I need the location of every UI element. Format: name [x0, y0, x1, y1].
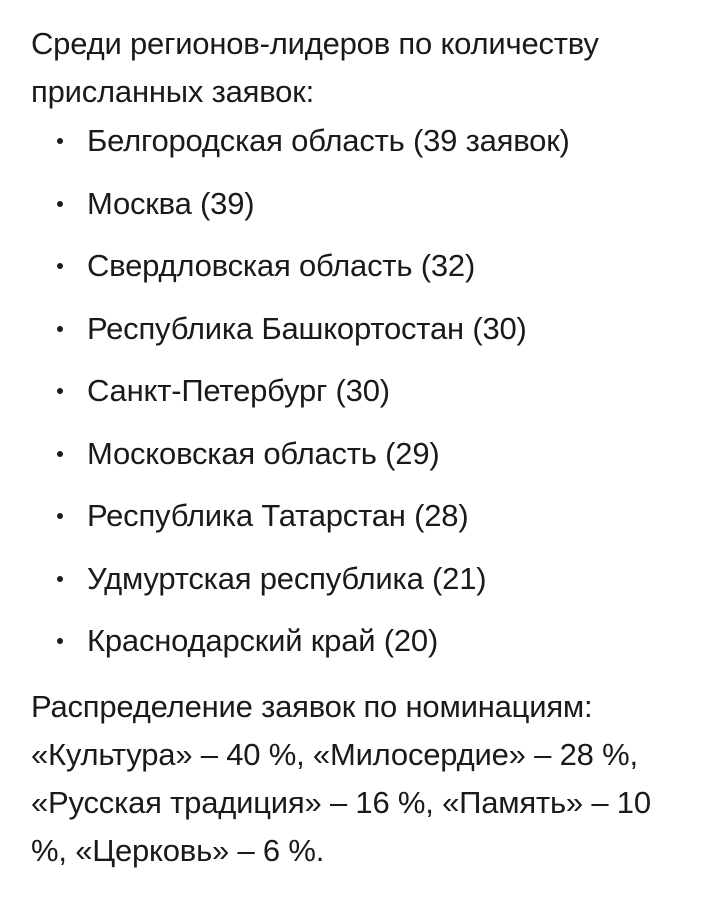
- list-item: [31, 183, 690, 224]
- bullet-icon: [57, 576, 63, 582]
- list-item: [31, 370, 690, 411]
- list-item: [31, 620, 690, 661]
- region-label: Белгородская область (39 заявок): [87, 123, 570, 158]
- intro-paragraph: [31, 20, 690, 116]
- intro-line-2: присланных заявок:: [31, 74, 314, 109]
- bullet-icon: [57, 138, 63, 144]
- list-item: [31, 120, 690, 161]
- bullet-icon: [57, 513, 63, 519]
- intro-line-1: Среди регионов-лидеров по количеству: [31, 26, 599, 61]
- list-item: [31, 245, 690, 286]
- region-label: Республика Башкортостан (30): [87, 310, 527, 346]
- region-label: Санкт-Петербург (30): [87, 373, 390, 408]
- regions-list: [31, 120, 690, 661]
- distribution-paragraph: [31, 683, 690, 875]
- region-label: Московская область (29): [87, 435, 440, 471]
- region-label: Краснодарский край (20): [87, 623, 439, 658]
- bullet-icon: [57, 388, 63, 394]
- bullet-icon: [57, 263, 63, 269]
- distribution-line-3: «Русская традиция» – 16 %, «Память» – 10: [31, 784, 651, 820]
- region-label: Свердловская область (32): [87, 248, 476, 283]
- bullet-icon: [57, 638, 63, 644]
- bullet-icon: [57, 451, 63, 457]
- bullet-icon: [57, 201, 63, 207]
- distribution-line-4: %, «Церковь» – 6 %.: [31, 832, 325, 868]
- region-label: Республика Татарстан (28): [87, 498, 469, 533]
- list-item: [31, 433, 690, 474]
- distribution-line-1: Распределение заявок по номинациям:: [31, 688, 593, 724]
- region-label: Москва (39): [87, 185, 255, 221]
- list-item: [31, 495, 690, 536]
- list-item: [31, 308, 690, 349]
- region-label: Удмуртская республика (21): [87, 560, 487, 596]
- list-item: [31, 558, 690, 599]
- bullet-icon: [57, 326, 63, 332]
- distribution-line-2: «Культура» – 40 %, «Милосердие» – 28 %,: [31, 736, 638, 772]
